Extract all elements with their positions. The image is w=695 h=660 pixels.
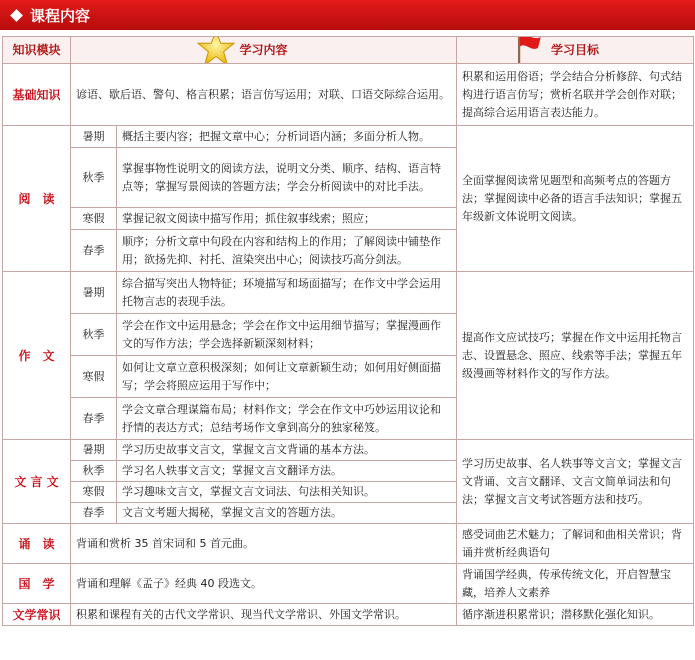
module-basic: 基础知识 xyxy=(3,64,71,126)
content-recite: 背诵和赏析 35 首宋词和 5 首元曲。 xyxy=(71,524,457,564)
term-label: 春季 xyxy=(71,398,117,440)
term-label: 春季 xyxy=(71,503,117,524)
term-content: 学习趣味文言文，掌握文言文词法、句法相关知识。 xyxy=(117,482,457,503)
goal-literature: 循序渐进积累常识；潜移默化强化知识。 xyxy=(457,604,694,626)
header-goal xyxy=(457,37,694,64)
table-row xyxy=(3,126,694,148)
table-row xyxy=(3,64,694,126)
term-label: 寒假 xyxy=(71,356,117,398)
goal-classical: 学习历史故事、名人轶事等文言文；掌握文言文背诵、文言文翻译、文言文简单词法和句法；掌握文言文考试答题方法和技巧。 xyxy=(457,440,694,524)
term-label: 寒假 xyxy=(71,482,117,503)
term-content: 学会在作文中运用悬念；学会在作文中运用细节描写；掌握漫画作文的写作方法；学会选择新颖深刻材料； xyxy=(117,314,457,356)
table-row xyxy=(3,524,694,564)
module-literature: 文学常识 xyxy=(3,604,71,626)
table-row xyxy=(3,564,694,604)
term-label: 暑期 xyxy=(71,126,117,148)
term-content: 顺序；分析文章中句段在内容和结构上的作用；了解阅读中铺垫作用；欲扬先抑、衬托、渲染突出中心；阅读技巧高分剑法。 xyxy=(117,230,457,272)
term-label: 春季 xyxy=(71,230,117,272)
term-label: 秋季 xyxy=(71,148,117,208)
table-row xyxy=(3,604,694,626)
goal-writing: 提高作文应试技巧；掌握在作文中运用托物言志、设置悬念、照应、线索等手法；掌握五年级漫画等材料作文的写作方法。 xyxy=(457,272,694,440)
term-label: 暑期 xyxy=(71,272,117,314)
header-goal-label: 学习目标 xyxy=(551,43,600,57)
curriculum-table xyxy=(2,36,694,626)
term-content: 掌握记叙文阅读中描写作用；抓住叙事线索；照应； xyxy=(117,208,457,230)
term-label: 秋季 xyxy=(71,461,117,482)
term-content: 学会文章合理谋篇布局；材料作文；学会在作文中巧妙运用议论和抒情的表达方式；总结考场作文拿到高分的独家秘笈。 xyxy=(117,398,457,440)
term-label: 寒假 xyxy=(71,208,117,230)
term-content: 如何让文章立意积极深刻；如何让文章新颖生动；如何用好侧面描写；学会将照应运用于写作中； xyxy=(117,356,457,398)
goal-basic: 积累和运用俗语；学会结合分析修辞、句式结构进行语言仿写；赏析名联并学会创作对联；提高综合运用语言表达能力。 xyxy=(457,64,694,126)
module-guoxue: 国 学 xyxy=(3,564,71,604)
star-icon xyxy=(196,37,236,64)
term-content: 学习名人轶事文言文；掌握文言文翻译方法。 xyxy=(117,461,457,482)
banner-title: 课程内容 xyxy=(30,6,91,25)
module-writing: 作 文 xyxy=(3,272,71,440)
header-module: 知识模块 xyxy=(3,37,71,64)
term-content: 概括主要内容；把握文章中心；分析词语内涵；多面分析人物。 xyxy=(117,126,457,148)
header-content xyxy=(71,37,457,64)
term-label: 暑期 xyxy=(71,440,117,461)
section-banner xyxy=(0,0,695,30)
module-classical: 文 言 文 xyxy=(3,440,71,524)
term-content: 学习历史故事文言文，掌握文言文背诵的基本方法。 xyxy=(117,440,457,461)
header-content-label: 学习内容 xyxy=(239,43,288,57)
term-content: 掌握事物性说明文的阅读方法，说明文分类、顺序、结构、语言特点等；掌握写景阅读的答题方法；学会分析阅读中的对比手法。 xyxy=(117,148,457,208)
diamond-icon xyxy=(10,9,23,22)
table-row xyxy=(3,440,694,461)
header-row xyxy=(3,37,694,64)
table-row xyxy=(3,272,694,314)
goal-guoxue: 背诵国学经典，传承传统文化，开启智慧宝藏，培养人文素养 xyxy=(457,564,694,604)
content-basic: 谚语、歇后语、警句、格言积累；语言仿写运用；对联、口语交际综合运用。 xyxy=(71,64,457,126)
red-flag-icon xyxy=(511,37,547,64)
term-content: 文言文考题大揭秘，掌握文言文的答题方法。 xyxy=(117,503,457,524)
goal-recite: 感受词曲艺术魅力；了解词和曲相关常识；背诵并赏析经典语句 xyxy=(457,524,694,564)
goal-reading: 全面掌握阅读常见题型和高频考点的答题方法；掌握阅读中必备的语言手法知识；掌握五年级新文体说明文阅读。 xyxy=(457,126,694,272)
term-label: 秋季 xyxy=(71,314,117,356)
module-recite: 诵 读 xyxy=(3,524,71,564)
term-content: 综合描写突出人物特征；环境描写和场面描写；在作文中学会运用托物言志的表现手法。 xyxy=(117,272,457,314)
module-reading: 阅 读 xyxy=(3,126,71,272)
content-literature: 积累和课程有关的古代文学常识、现当代文学常识、外国文学常识。 xyxy=(71,604,457,626)
content-guoxue: 背诵和理解《孟子》经典 40 段选文。 xyxy=(71,564,457,604)
